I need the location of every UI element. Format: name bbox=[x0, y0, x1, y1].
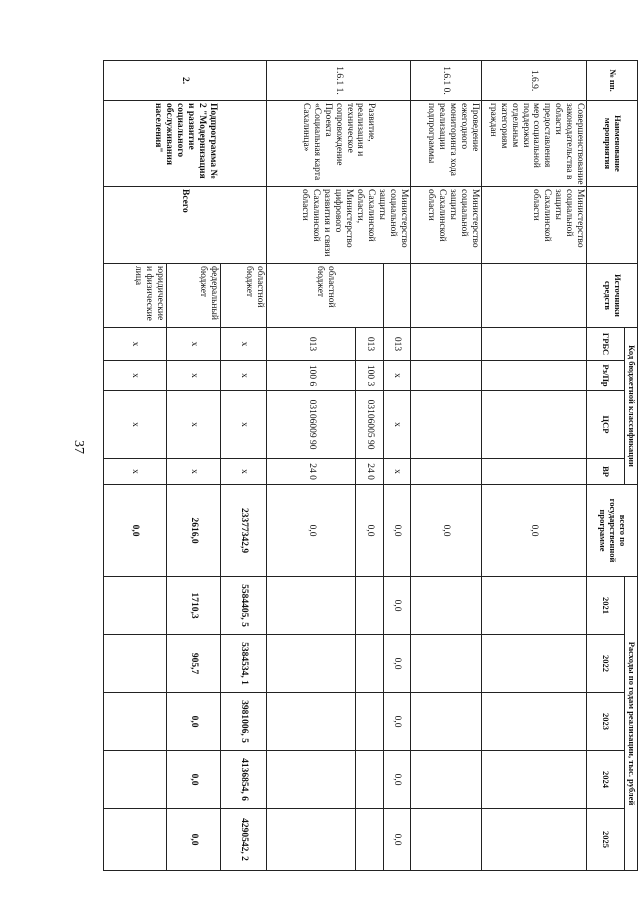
row-responsible: Министерство социальной защиты Сахалинской области bbox=[481, 187, 587, 264]
row-num: 1.6.1 1. bbox=[266, 61, 410, 101]
cell-vr: 24 0 bbox=[266, 459, 356, 485]
cell-vr: х bbox=[383, 459, 410, 485]
cell-grbs: 013 bbox=[383, 328, 410, 361]
cell-2025: 0,0 bbox=[383, 809, 410, 871]
header-2024: 2024 bbox=[587, 751, 625, 809]
cell-source: областной бюджет bbox=[266, 264, 383, 328]
cell-csr: 03106009 90 bbox=[266, 391, 356, 459]
cell-grbs: 013 bbox=[356, 328, 383, 361]
row-num: 2. bbox=[104, 61, 267, 101]
header-2022: 2022 bbox=[587, 635, 625, 693]
table-row bbox=[220, 61, 266, 871]
cell-csr: 03106005 90 bbox=[356, 391, 383, 459]
header-2021: 2021 bbox=[587, 577, 625, 635]
row-name: Проведение ежегодного мониторинга хода реализации подпрограммы bbox=[410, 101, 481, 187]
budget-table bbox=[103, 60, 638, 871]
cell-csr: х bbox=[166, 391, 220, 459]
cell-rzpr: х bbox=[104, 361, 167, 391]
cell-2023: 0,0 bbox=[383, 693, 410, 751]
header-2023: 2023 bbox=[587, 693, 625, 751]
table-row bbox=[383, 61, 410, 871]
cell-2024: 0,0 bbox=[166, 751, 220, 809]
cell-source: федеральный бюджет bbox=[166, 264, 220, 328]
row-responsible: Министерство социальной защиты Сахалинской области, Министерство цифрового развития и связи Сахалинской области bbox=[266, 187, 410, 264]
cell-total: 0,0 bbox=[383, 485, 410, 577]
cell-grbs: х bbox=[166, 328, 220, 361]
cell-2025: 4290542, 2 bbox=[220, 809, 266, 871]
cell-2021: 1710,3 bbox=[166, 577, 220, 635]
cell-2023: 0,0 bbox=[166, 693, 220, 751]
header-name: Наименование мероприятия bbox=[587, 101, 638, 187]
header-sources: Источники средств bbox=[587, 264, 638, 328]
cell-total: 2616,0 bbox=[166, 485, 220, 577]
cell-vr: х bbox=[166, 459, 220, 485]
table-row bbox=[410, 61, 481, 871]
cell-rzpr: х bbox=[383, 361, 410, 391]
cell-total: 0,0 bbox=[356, 485, 383, 577]
header-num: № пп. bbox=[587, 61, 638, 101]
cell-vr: х bbox=[220, 459, 266, 485]
row-responsible: Всего bbox=[104, 187, 267, 264]
cell-2021: 5584405, 5 bbox=[220, 577, 266, 635]
table-row bbox=[481, 61, 587, 871]
header-grbs: ГРБС bbox=[587, 328, 625, 361]
cell-source: юридические и физические лица bbox=[104, 264, 167, 328]
cell-grbs: х bbox=[220, 328, 266, 361]
cell-rzpr: х bbox=[220, 361, 266, 391]
header-rzpr: Рз/Пр bbox=[587, 361, 625, 391]
cell-2024: 4136854, 6 bbox=[220, 751, 266, 809]
header-row-1 bbox=[624, 61, 637, 871]
cell-csr: х bbox=[104, 391, 167, 459]
header-responsible bbox=[587, 187, 638, 264]
cell-2024: 0,0 bbox=[383, 751, 410, 809]
row-total: 0,0 bbox=[410, 485, 481, 577]
header-budget-code: Код бюджетной классификации bbox=[624, 328, 637, 485]
cell-source: областной бюджет bbox=[220, 264, 266, 328]
cell-vr: 24 0 bbox=[356, 459, 383, 485]
cell-grbs: х bbox=[104, 328, 167, 361]
row-num: 1.6.1 0. bbox=[410, 61, 481, 101]
cell-csr: х bbox=[220, 391, 266, 459]
cell-2025: 0,0 bbox=[166, 809, 220, 871]
cell-2022: 0,0 bbox=[383, 635, 410, 693]
row-name: Совершенствование законодательства в области предоставления мер социальной поддержки отдельным категориям граждан bbox=[481, 101, 587, 187]
row-num: 1.6.9. bbox=[481, 61, 587, 101]
cell-total: 23377342,9 bbox=[220, 485, 266, 577]
cell-2022: 905,7 bbox=[166, 635, 220, 693]
rotated-table-wrapper bbox=[103, 60, 638, 870]
cell-vr: х bbox=[104, 459, 167, 485]
cell-rzpr: 100 3 bbox=[356, 361, 383, 391]
cell-rzpr: 100 6 bbox=[266, 361, 356, 391]
row-total: 0,0 bbox=[481, 485, 587, 577]
cell-rzpr: х bbox=[166, 361, 220, 391]
header-csr: ЦСР bbox=[587, 391, 625, 459]
cell-total: 0,0 bbox=[266, 485, 356, 577]
cell-2022: 5384534, 1 bbox=[220, 635, 266, 693]
header-vr: ВР bbox=[587, 459, 625, 485]
cell-csr: х bbox=[383, 391, 410, 459]
cell-2023: 3981006, 5 bbox=[220, 693, 266, 751]
row-name: Подпрограмма № 2 "Модернизация и развитие социального обслуживания населения" bbox=[104, 101, 267, 187]
cell-grbs: 013 bbox=[266, 328, 356, 361]
header-years: Расходы по годам реализации, тыс. рублей bbox=[624, 577, 637, 871]
row-responsible: Министерство социальной защиты Сахалинской области bbox=[410, 187, 481, 264]
row-name: Развитие, реализация и техническое сопровождение Проекта «Социальная карта Сахалинца» bbox=[266, 101, 410, 187]
cell-2021: 0,0 bbox=[383, 577, 410, 635]
header-total: всего по государственной программе bbox=[587, 485, 638, 577]
cell-total: 0,0 bbox=[104, 485, 167, 577]
page-number: 37 bbox=[71, 440, 86, 454]
header-2025: 2025 bbox=[587, 809, 625, 871]
